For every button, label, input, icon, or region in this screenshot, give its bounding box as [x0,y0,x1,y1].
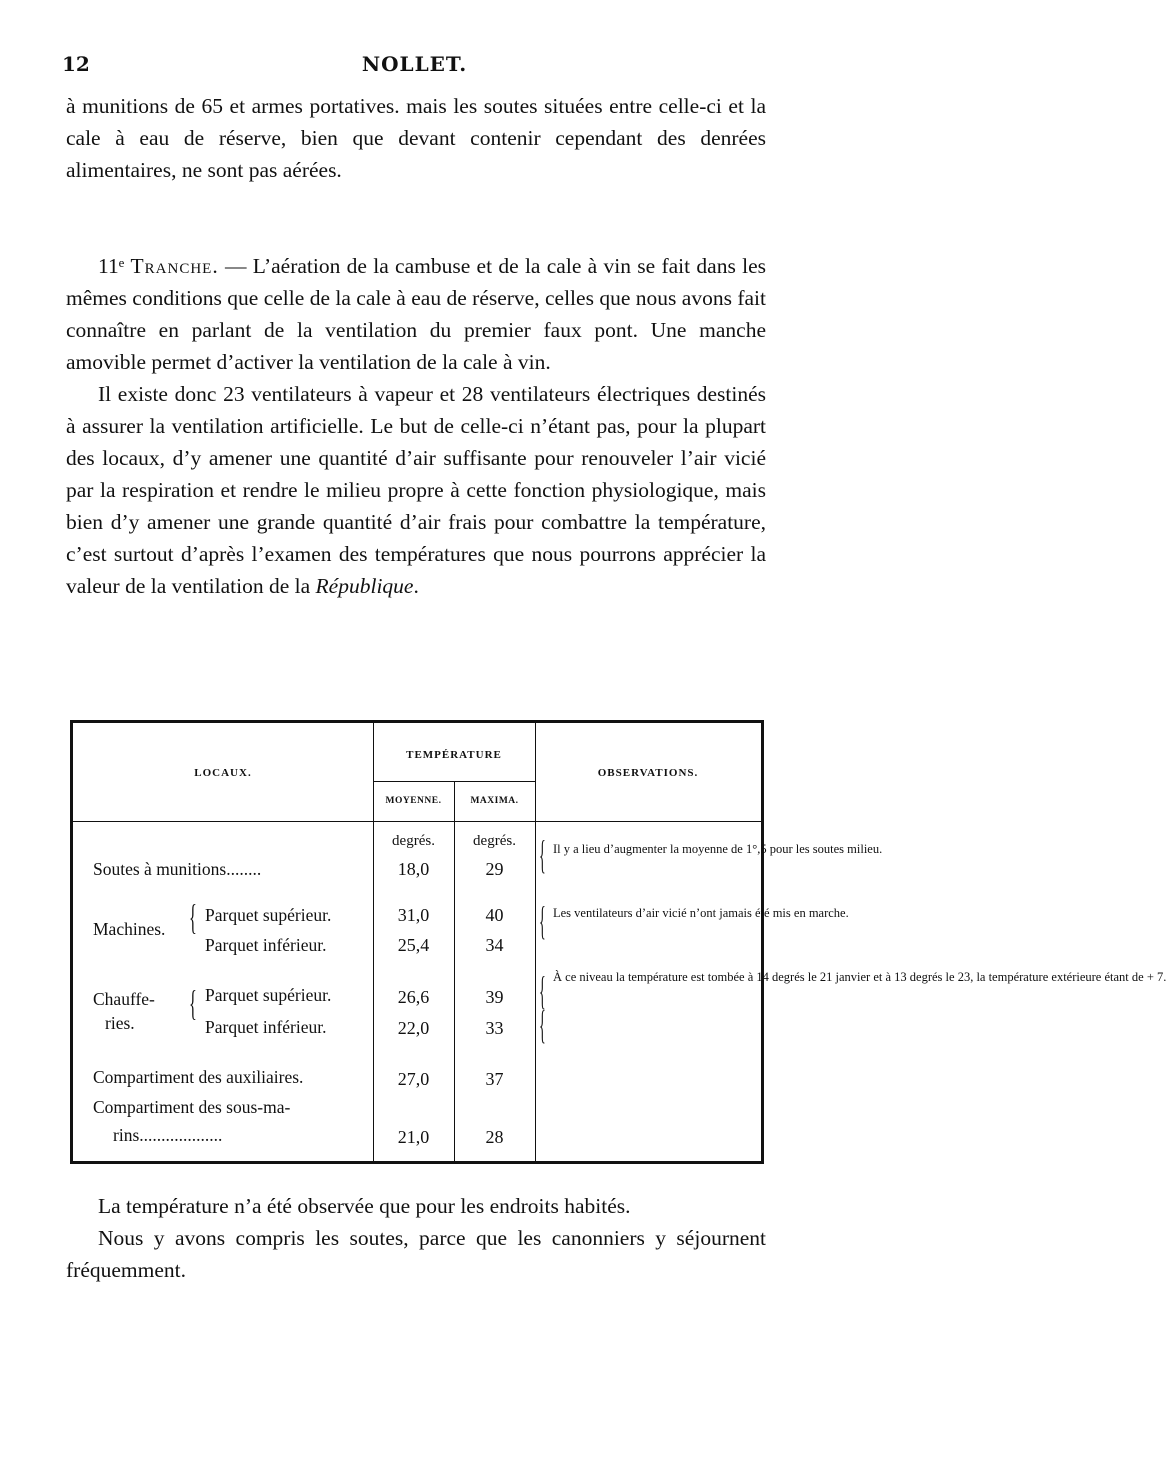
row-chauffe-sup-maxima: 39 [485,987,504,1007]
section-number: 11ᵉ [98,254,125,278]
section-paragraph [66,250,766,378]
intro-paragraph-block [66,90,766,186]
row-soutes-maxima: 29 [485,859,504,879]
row-chauffe-inf-maxima: 33 [485,1018,504,1038]
row-chauffe-sup-moyenne: 26,6 [397,987,430,1007]
ventilateurs-text: Il existe donc 23 ventilateurs à vapeur et 28 ventilateurs électriques destinés à assurer la ventilation artificielle. Le but de celle-ci n’étant pas, pour la plupart des locaux, d’y amener une quantité d’air suffisante pour renouveler l’air vicié par la respiration et rendre le milieu propre à cette fonction physiologique, mais bien d’y amener une grande quantité d’air frais pour combattre la température, c’est surtout d’après l’examen des températures que nous pourrons apprécier la valeur de la ventilation de la [66,382,766,598]
row-chaufferies-group: Chauffe- [93,989,155,1009]
ventilateurs-paragraph [66,378,766,602]
brace-icon: { [539,898,546,943]
brace-icon: { [189,897,197,937]
row-machines-sup-moyenne: 31,0 [397,905,430,925]
header-maxima: MAXIMA. [470,796,519,806]
section-label: Tranche. [130,254,219,278]
units-moyenne: degrés. [392,833,435,849]
header-moyenne: MOYENNE. [385,796,442,806]
obs-machines: Les ventilateurs d’air vicié n’ont jamais été mis en marche. [553,906,849,920]
row-machines-group: Machines. [93,919,166,939]
row-sousmarins-maxima: 28 [485,1127,504,1147]
brace-icon: { [539,832,546,877]
row-auxiliaires-maxima: 37 [485,1069,504,1089]
header-locaux: LOCAUX. [194,767,252,779]
row-machines-sup-maxima: 40 [485,905,504,925]
row-machines-inf-maxima: 34 [485,935,504,955]
row-soutes-label: Soutes à munitions........ [93,859,262,879]
row-sousmarins-moyenne: 21,0 [397,1127,430,1147]
section-paragraph-block [66,250,766,602]
row-auxiliaires-moyenne: 27,0 [397,1069,430,1089]
ventilateurs-end: . [413,574,419,598]
brace-icon: { [539,1002,546,1047]
row-machines-inf-label: Parquet inférieur. [205,935,327,955]
col-divider [535,723,536,1161]
page-header [62,52,767,82]
closing-paragraph-2: Nous y avons compris les soutes, parce que les canonniers y séjournent fréquemment. [66,1226,766,1282]
obs-chaufferies: À ce niveau la température est tombée à 14 degrés le 21 janvier et à 13 degrés le 23, la température extérieure étant de + 7. [553,970,1166,984]
row-sousmarins-label: rins................... [113,1125,223,1145]
temperature-table [70,720,1166,1164]
row-machines-sup-label: Parquet supérieur. [205,905,332,925]
obs-soutes: Il y a lieu d’augmenter la moyenne de 1°,5 pour les soutes milieu. [553,842,883,856]
brace-icon: { [189,983,197,1023]
closing-block [66,1190,766,1286]
intro-paragraph: à munitions de 65 et armes portatives. mais les soutes situées entre celle-ci et la cale à eau de réserve, bien que devant contenir cependant des denrées alimentaires, ne sont pas aérées. [66,94,766,182]
row-chauffe-sup-label: Parquet supérieur. [205,985,332,1005]
row-soutes-moyenne: 18,0 [397,859,430,879]
row-auxiliaires-label: Compartiment des auxiliaires. [93,1067,304,1087]
closing-paragraph-1: La température n’a été observée que pour les endroits habités. [98,1194,631,1218]
row-sousmarins-label-1: Compartiment des sous-ma- [93,1097,291,1117]
header-temperature: TEMPÉRATURE [406,749,502,761]
running-title: NOLLET. [361,52,468,76]
row-chauffe-inf-moyenne: 22,0 [397,1018,430,1038]
row-machines-inf-moyenne: 25,4 [397,935,430,955]
units-maxima: degrés. [473,833,516,849]
header-divider [73,821,761,822]
page-number: 12 [62,52,90,76]
row-chauffe-inf-label: Parquet inférieur. [205,1017,327,1037]
subheader-divider [373,781,535,782]
ship-name: République [315,574,414,598]
brace-icon: { [539,968,546,1013]
section-text: — L’aération de la cambuse et de la cale à vin se fait dans les mêmes conditions que celle de la cale à eau de réserve, celles que nous avons fait connaître en parlant de la ventilation du premier faux pont. Une manche amovible permet d’activer la ventilation de la cale à vin. [66,254,766,374]
row-chaufferies-group-2: ries. [105,1013,135,1033]
header-observations: OBSERVATIONS. [597,767,699,779]
